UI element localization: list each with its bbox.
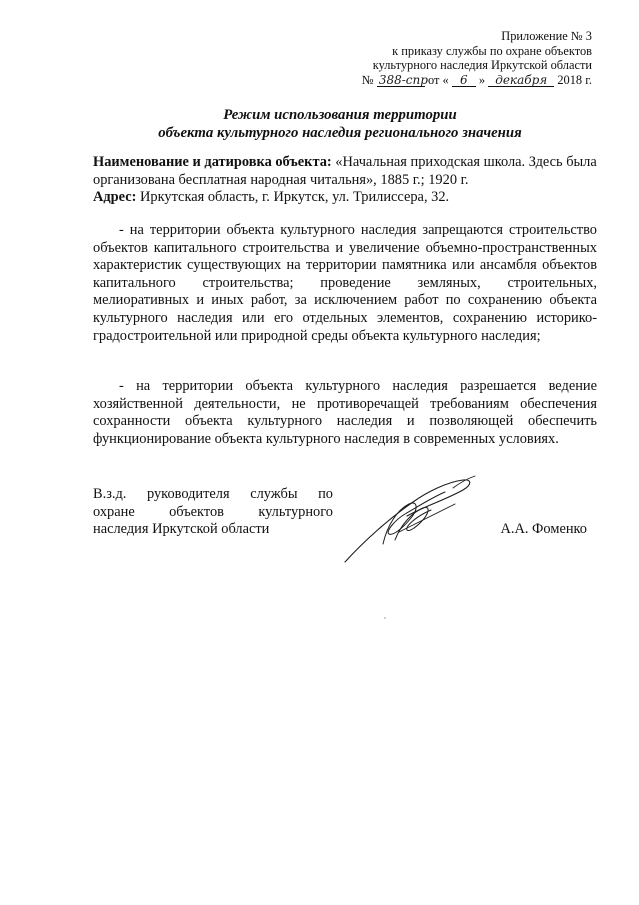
object-name-value: «Начальная приходская школа. Здесь была организована бесплатная народная читальня», 1885 г.; 1920 г. bbox=[93, 154, 597, 188]
date-from-label: от « bbox=[427, 72, 449, 87]
appendix-header bbox=[362, 29, 592, 87]
paragraph-prohibitions: - на территории объекта культурного наследия запрещаются строительство объектов капитального строительства и увеличение объемно-пространственных характеристик существующих на территории памятника или ансамбля объектов капитального строительства; проведение земляных, строительных, мелиоративных и иных работ, за исключением работ по сохранению объекта культурного наследия или его отдельных элементов, сохранению историко-градостроительной или природной среды объекта культурного наследия; bbox=[93, 222, 597, 344]
handwritten-order-number: 388-спр bbox=[378, 72, 428, 87]
document-title bbox=[90, 107, 590, 142]
order-number-line bbox=[362, 73, 592, 88]
paragraph-permissions: - на территории объекта культурного наследия разрешается ведение хозяйственной деятельности, не противоречащей требованиям обеспечения сохранности объекта культурного наследия и позволяющей обеспечить функционирование объекта культурного наследия в современных условиях. bbox=[93, 378, 597, 447]
title-line-2: объекта культурного наследия регионального значения bbox=[158, 124, 522, 141]
object-info bbox=[93, 154, 597, 207]
scan-speck bbox=[384, 617, 386, 619]
order-year: 2018 г. bbox=[557, 72, 592, 87]
number-prefix: № bbox=[361, 72, 374, 87]
appendix-line-3: культурного наследия Иркутской области bbox=[372, 58, 592, 73]
signer-name: А.А. Фоменко bbox=[500, 521, 587, 537]
object-address-value: Иркутская область, г. Иркутск, ул. Трилиссера, 32. bbox=[136, 189, 450, 206]
signer-line-1: В.з.д. руководителя службы по bbox=[93, 486, 333, 502]
object-address-label: Адрес: bbox=[93, 189, 137, 206]
handwritten-day: 6 bbox=[452, 74, 476, 87]
appendix-line-1: Приложение № 3 bbox=[501, 29, 592, 43]
handwritten-month: декабря bbox=[488, 74, 554, 87]
object-address bbox=[93, 189, 597, 207]
signer-line-3: наследия Иркутской области bbox=[93, 521, 270, 538]
signer-title bbox=[93, 486, 333, 539]
object-name-label: Наименование и датировка объекта: bbox=[93, 154, 332, 170]
date-close-quote: » bbox=[478, 72, 486, 87]
handwritten-signature bbox=[335, 470, 480, 570]
appendix-line-2: к приказу службы по охране объектов bbox=[392, 43, 592, 58]
signer-line-2: охране объектов культурного bbox=[93, 503, 333, 520]
object-name bbox=[93, 154, 597, 189]
title-line-1: Режим использования территории bbox=[223, 107, 457, 123]
